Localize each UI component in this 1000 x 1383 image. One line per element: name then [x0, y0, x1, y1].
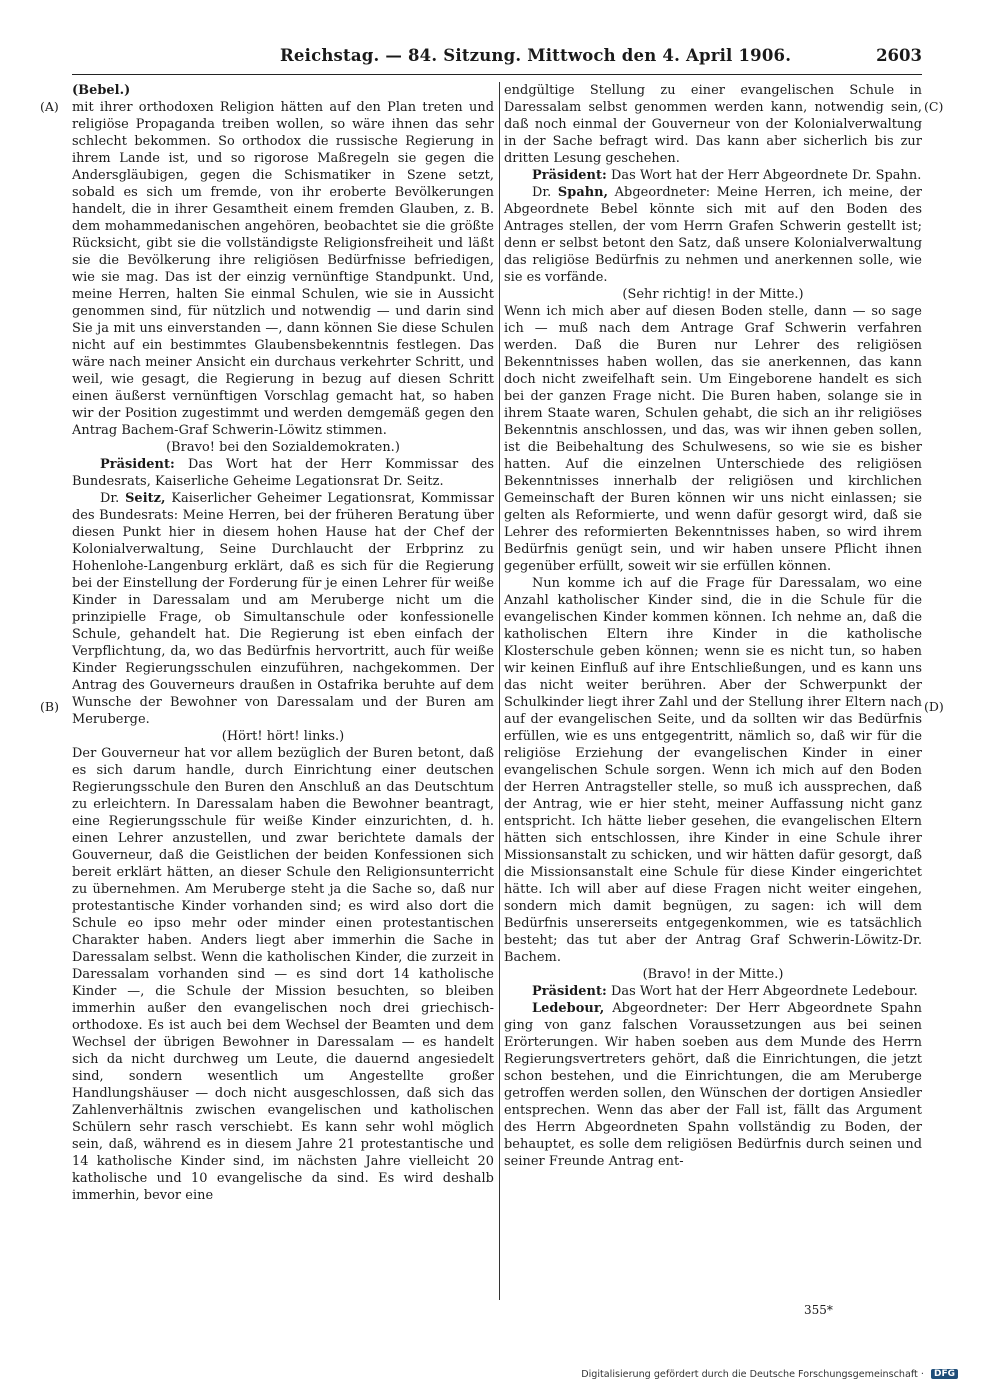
paragraph-text: Abgeordneter: Meine Herren, ich meine, der Abgeordnete Bebel könnte sich mit auf den Boden des Antrages stellen, der vom Herrn Grafen Schwerin gestellt ist; denn er selbst betont den Satz, daß unsere Kolonialverwaltung das religiöse Bedürfnis zu nehmen und anerkennen solle, wie sie es vorfände.	[504, 185, 922, 285]
margin-marker-a: (A)	[40, 99, 59, 114]
sheet-mark: 355*	[804, 1303, 833, 1317]
margin-marker-d: (D)	[924, 699, 944, 714]
page-number: 2603	[876, 46, 922, 65]
speaker-name: Seitz,	[125, 491, 166, 506]
paragraph-text: Das Wort hat der Herr Abgeordnete Ledebour.	[610, 984, 918, 999]
digitization-note	[581, 1369, 958, 1380]
paragraph	[72, 456, 494, 490]
paragraph	[504, 1000, 922, 1170]
header-title: Reichstag. — 84. Sitzung. Mittwoch den 4. April 1906.	[280, 46, 792, 65]
paragraph: mit ihrer orthodoxen Religion hätten auf den Plan treten und religiöse Propaganda treiben wollen, so wäre ihnen das sehr schlecht bekommen. So orthodox die russische Regierung in ihrem Lande ist, und so rigorose Maßregeln sie gegen die Andersgläubigen, gegen die Schismatiker in Szene setzt, sobald es sich um fremde, von ihr eroberte Bevölkerungen handelt, die in ihrer Gesamtheit einem fremden Glauben, z. B. dem mohammedanischen angehören, beobachtet sie die größte Rücksicht, gibt sie die vollständigste Religionsfreiheit und läßt sie die Bevölkerung ihre religiösen Bedürfnisse befriedigen, wie sie mag. Das ist der einzig vernünftige Standpunkt. Und, meine Herren, halten Sie einmal Schulen, wie sie in Aussicht genommen sind, für nützlich und notwendig — und darin sind Sie ja mit uns einverstanden —, dann können Sie diese Schulen nicht auf ein bestimmtes Glaubensbekenntnis festlegen. Das wäre nach meiner Ansicht ein durchaus verkehrter Schritt, und weil, wie gesagt, die Regierung in bezug auf diesen Schritt einen äußerst vernünftigen Vorschlag gemacht hat, so haben wir der Position zugestimmt und werden demgemäß gegen den Antrag Bachem-Graf Schwerin-Löwitz stimmen.	[72, 100, 494, 438]
margin-marker-c: (C)	[924, 99, 944, 114]
column-divider	[499, 82, 500, 1300]
margin-marker-b: (B)	[40, 699, 59, 714]
paragraph: endgültige Stellung zu einer evangelischen Schule in Daressalam selbst genommen werden kann, notwendig sein, daß noch einmal der Gouverneur von der Kolonialverwaltung in der Sache befragt wird. Das kann aber sicherlich bis zur dritten Lesung geschehen.	[504, 83, 922, 166]
paragraph: Wenn ich mich aber auf diesen Boden stelle, dann — so sage ich — muß nach dem Antrage Graf Schwerin verfahren werden. Daß die Buren nur Lehrer des religiösen Bekenntnisses haben wollen, das sie anerkennen, das kann doch nicht zweifelhaft sein. Um Eingeborene handelt es sich bei der ganzen Frage nicht. Die Buren haben, solange sie in ihrem Staate waren, Schulen gehabt, die sich an ihr religiöses Bekenntnis anschlossen, und das, was wir ihnen geben sollen, ist die Beibehaltung des Schulwesens, so wie sie es bisher hatten. Auf die einzelnen Unterschiede des religiösen Bekenntnisses innerhalb der religiösen und kirchlichen Gemeinschaft der Buren können wir uns nicht einlassen; sie gelten als Reformierte, und wenn dafür gesorgt wird, daß sie Lehrer des reformierten Bekenntnisses haben, so wird ihrem Bedürfnis genügt sein, und wir haben unsere Pflicht ihnen gegenüber erfüllt, soweit wir sie erfüllen können.	[504, 304, 922, 574]
paragraph	[504, 167, 922, 184]
interjection: (Sehr richtig! in der Mitte.)	[622, 287, 804, 302]
speaker-name: Präsident:	[532, 984, 607, 999]
digitization-text: Digitalisierung gefördert durch die Deutsche Forschungsgemeinschaft ·	[581, 1369, 924, 1380]
paragraph	[504, 184, 922, 286]
speaker-name: Spahn,	[557, 185, 609, 200]
speaker-name: Ledebour,	[532, 1001, 605, 1016]
dfg-logo-icon: DFG	[931, 1369, 958, 1379]
speaker-title: Dr.	[532, 185, 552, 200]
header-rule	[72, 74, 922, 75]
interjection: (Hört! hört! links.)	[221, 729, 345, 744]
speaker-name: Präsident:	[532, 168, 607, 183]
right-column	[504, 82, 922, 1170]
paragraph-text: Kaiserlicher Geheimer Legationsrat, Kommissar des Bundesrats: Meine Herren, bei der früheren Beratung über diesen Punkt hier in diesem hohen Hause hat der Chef der Kolonialverwaltung, Seine Durchlaucht der Erbprinz zu Hohenlohe-Langenburg erklärt, daß es sich für die Regierung bei der Einstellung der Forderung für je einen Lehrer für weiße Kinder in Daressalam und am Meruberge nicht um die prinzipielle Frage, ob Simultanschule oder konfessionelle Schule, gehandelt hat. Die Regierung ist eben einfach der Verpflichtung, da, wo das Bedürfnis hervortritt, auch für weiße Kinder Regierungsschulen einzuführen, nachgekommen. Der Antrag des Gouverneurs draußen in Ostafrika beruhte auf dem Wunsche der Bewohner von Daressalam und der Buren am Meruberge.	[72, 491, 494, 727]
paragraph: Der Gouverneur hat vor allem bezüglich der Buren betont, daß es sich darum handle, durch Einrichtung einer deutschen Regierungsschule den Buren den Anschluß an das Deutschtum zu erleichtern. In Daressalam haben die Bewohner beantragt, eine Regierungsschule für weiße Kinder einzurichten, d. h. einen Lehrer anzustellen, und zwar berichtete damals der Gouverneur, daß die Geistlichen der beiden Konfessionen sich bereit erklärt hätten, an dieser Schule den Religionsunterricht zu übernehmen. Am Meruberge steht ja die Sache so, daß nur protestantische Kinder vorhanden sind; es wird also dort die Schule eo ipso mehr oder minder einen protestantischen Charakter haben. Anders liegt aber immerhin die Sache in Daressalam selbst. Wenn die katholischen Kinder, die zurzeit in Daressalam vorhanden sind — es sind dort 14 katholische Kinder —, die Schule der Mission besuchten, so bleiben immerhin außer den evangelischen noch drei griechisch-orthodoxe. Es ist auch bei dem Wechsel der Beamten und dem Wechsel der übrigen Bewohner in Daressalam — es handelt sich da nicht durchweg um Leute, die dauernd angesiedelt sind, sondern wesentlich um Angestellte großer Handlungshäuser — doch nicht ausgeschlossen, daß sich das Zahlenverhältnis zwischen evangelischen und katholischen Schülern sehr rasch verschiebt. Es kann sehr wohl möglich sein, daß, während es in diesem Jahre 21 protestantische und 14 katholische Kinder sind, im nächsten Jahre vielleicht 20 katholische und 10 evangelische da sind. Es wird deshalb immerhin, bevor eine	[72, 746, 494, 1203]
left-column	[72, 82, 494, 1204]
paragraph: Nun komme ich auf die Frage für Daressalam, wo eine Anzahl katholischer Kinder sind, die in die Schule für die evangelischen Kinder kommen können. Ich nehme an, daß die katholischen Eltern ihre Kinder in die katholische Klosterschule geben können; wenn sie es nicht tun, so haben wir keinen Einfluß auf ihre Entschließungen, und es kann uns das nicht weiter berühren. Aber der Schwerpunkt der Schulkinder liegt ihrer Zahl und der Stellung ihrer Eltern nach auf der evangelischen Seite, und da sollten wir das Bedürfnis erfüllen, wie es uns entgegentritt, nämlich so, daß wir für die religiöse Erziehung der evangelischen Kinder in einer evangelischen Schule sorgen. Wenn ich mich auf den Boden der Herren Antragsteller stelle, so muß ich aussprechen, daß der Antrag, wie er hier steht, meiner Auffassung nicht ganz entspricht. Ich hätte lieber gesehen, die evangelischen Eltern hätten sich entschlossen, ihre Kinder in eine Schule ihrer Missionsanstalt zu schicken, und wir hätten dafür gesorgt, daß die Missionsanstalt eine Schule für diese Kinder eingerichtet hätte. Ich will aber auf diese Fragen nicht weiter eingehen, sondern mich damit begnügen, zu sagen: ich will dem Bedürfnis unsererseits entgegenkommen, wie es tatsächlich besteht; das tut aber der Antrag Graf Schwerin-Löwitz-Dr. Bachem.	[504, 576, 922, 965]
paragraph	[504, 983, 922, 1000]
paragraph-text: Das Wort hat der Herr Kommissar des Bundesrats, Kaiserliche Geheime Legationsrat Dr. Seitz.	[72, 457, 494, 489]
paragraph-text: Abgeordneter: Der Herr Abgeordnete Spahn ging von ganz falschen Voraussetzungen aus bei seinen Erörterungen. Wir haben soeben aus dem Munde des Herrn Regierungsvertreters gehört, daß die Einrichtungen, die jetzt schon bestehen, und die Einrichtungen, die am Meruberge getroffen werden sollen, den Wünschen der dortigen Ansiedler entsprechen. Wenn das aber der Fall ist, fällt das Argument des Herrn Abgeordneten Spahn vollständig zu Boden, der behauptet, es solle dem religiösen Bedürfnis durch seinen und seiner Freunde Antrag ent-	[504, 1001, 922, 1169]
interjection: (Bravo! in der Mitte.)	[642, 967, 784, 982]
paragraph	[72, 490, 494, 728]
paragraph-text: Das Wort hat der Herr Abgeordnete Dr. Spahn.	[610, 168, 922, 183]
speaker-name: Präsident:	[100, 457, 175, 472]
speaker-continuation-head: (Bebel.)	[72, 83, 131, 98]
speaker-title: Dr.	[100, 491, 120, 506]
page-header	[72, 44, 922, 72]
interjection: (Bravo! bei den Sozialdemokraten.)	[166, 440, 400, 455]
